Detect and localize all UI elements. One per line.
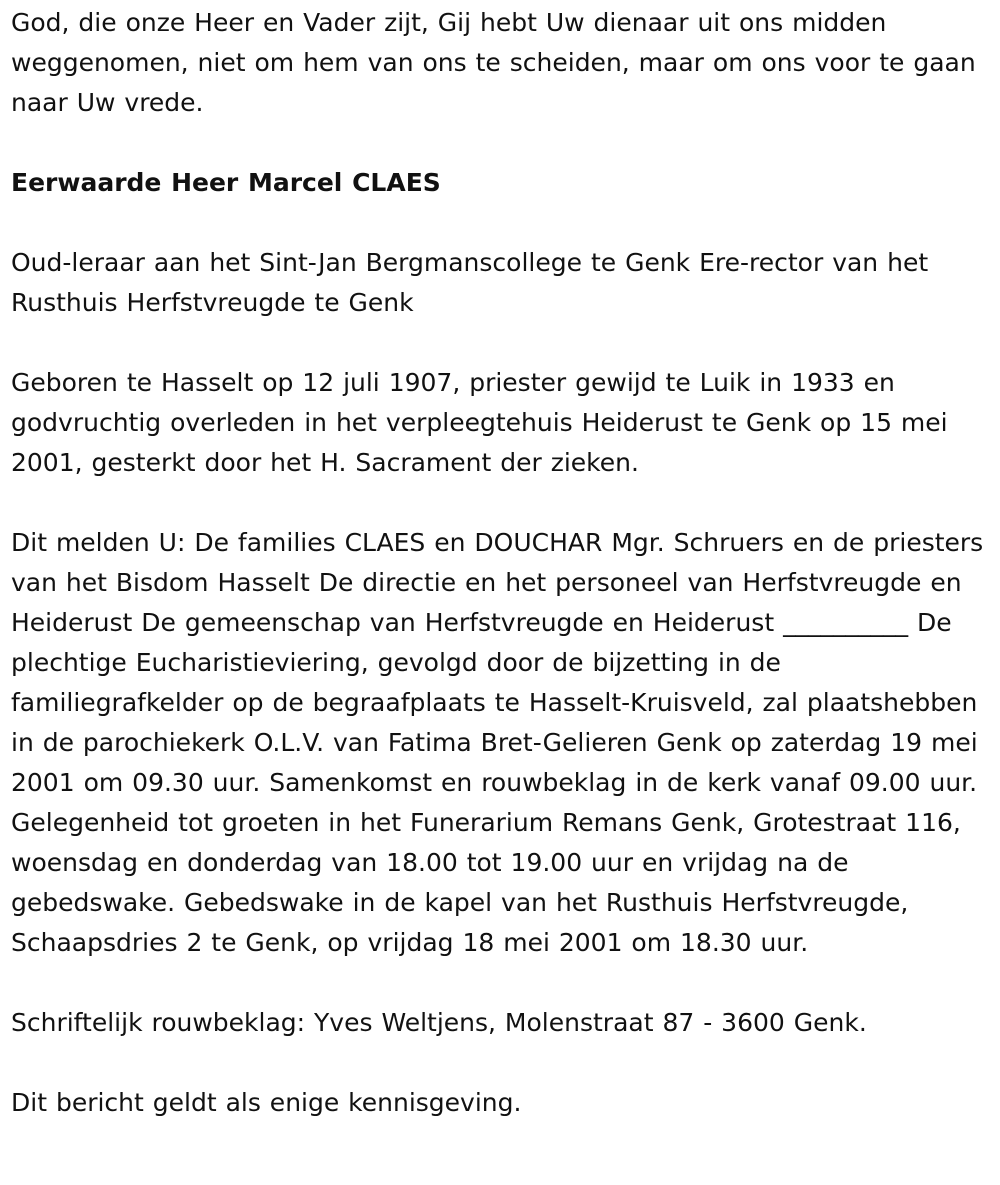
function-paragraph: Oud-leraar aan het Sint-Jan Bergmanscollege te Genk Ere-rector van het Rusthuis Herfstvreugde te Genk bbox=[11, 248, 929, 317]
deceased-name: Eerwaarde Heer Marcel CLAES bbox=[11, 168, 441, 197]
announcement-paragraph: Dit melden U: De families CLAES en DOUCHAR Mgr. Schruers en de priesters van het Bisdom Hasselt De directie en het personeel van Herfstvreugde en Heiderust De gemeenschap van Herfstvreugde en Heiderust __________ De plechtige Eucharistieviering, gevolgd door de bijzetting in de familiegrafkelder op de begraafplaats te Hasselt-Kruisveld, zal plaatshebben in de parochiekerk O.L.V. van Fatima Bret-Gelieren Genk op zaterdag 19 mei 2001 om 09.30 uur. Samenkomst en rouwbeklag in de kerk vanaf 09.00 uur. Gelegenheid tot groeten in het Funerarium Remans Genk, Grotestraat 116, woensdag en donderdag van 18.00 tot 19.00 uur en vrijdag na de gebedswake. Gebedswake in de kapel van het Rusthuis Herfstvreugde, Schaapsdries 2 te Genk, op vrijdag 18 mei 2001 om 18.30 uur. bbox=[11, 528, 984, 957]
prayer-paragraph: God, die onze Heer en Vader zijt, Gij hebt Uw dienaar uit ons midden weggenomen, niet om hem van ons te scheiden, maar om ons voor te gaan naar Uw vrede. bbox=[11, 8, 976, 117]
obituary-document bbox=[0, 3, 1000, 1123]
condolences-paragraph: Schriftelijk rouwbeklag: Yves Weltjens, Molenstraat 87 - 3600 Genk. bbox=[11, 1008, 867, 1037]
notice-paragraph: Dit bericht geldt als enige kennisgeving. bbox=[11, 1088, 522, 1117]
biography-paragraph: Geboren te Hasselt op 12 juli 1907, priester gewijd te Luik in 1933 en godvruchtig overleden in het verpleegtehuis Heiderust te Genk op 15 mei 2001, gesterkt door het H. Sacrament der zieken. bbox=[11, 368, 948, 477]
